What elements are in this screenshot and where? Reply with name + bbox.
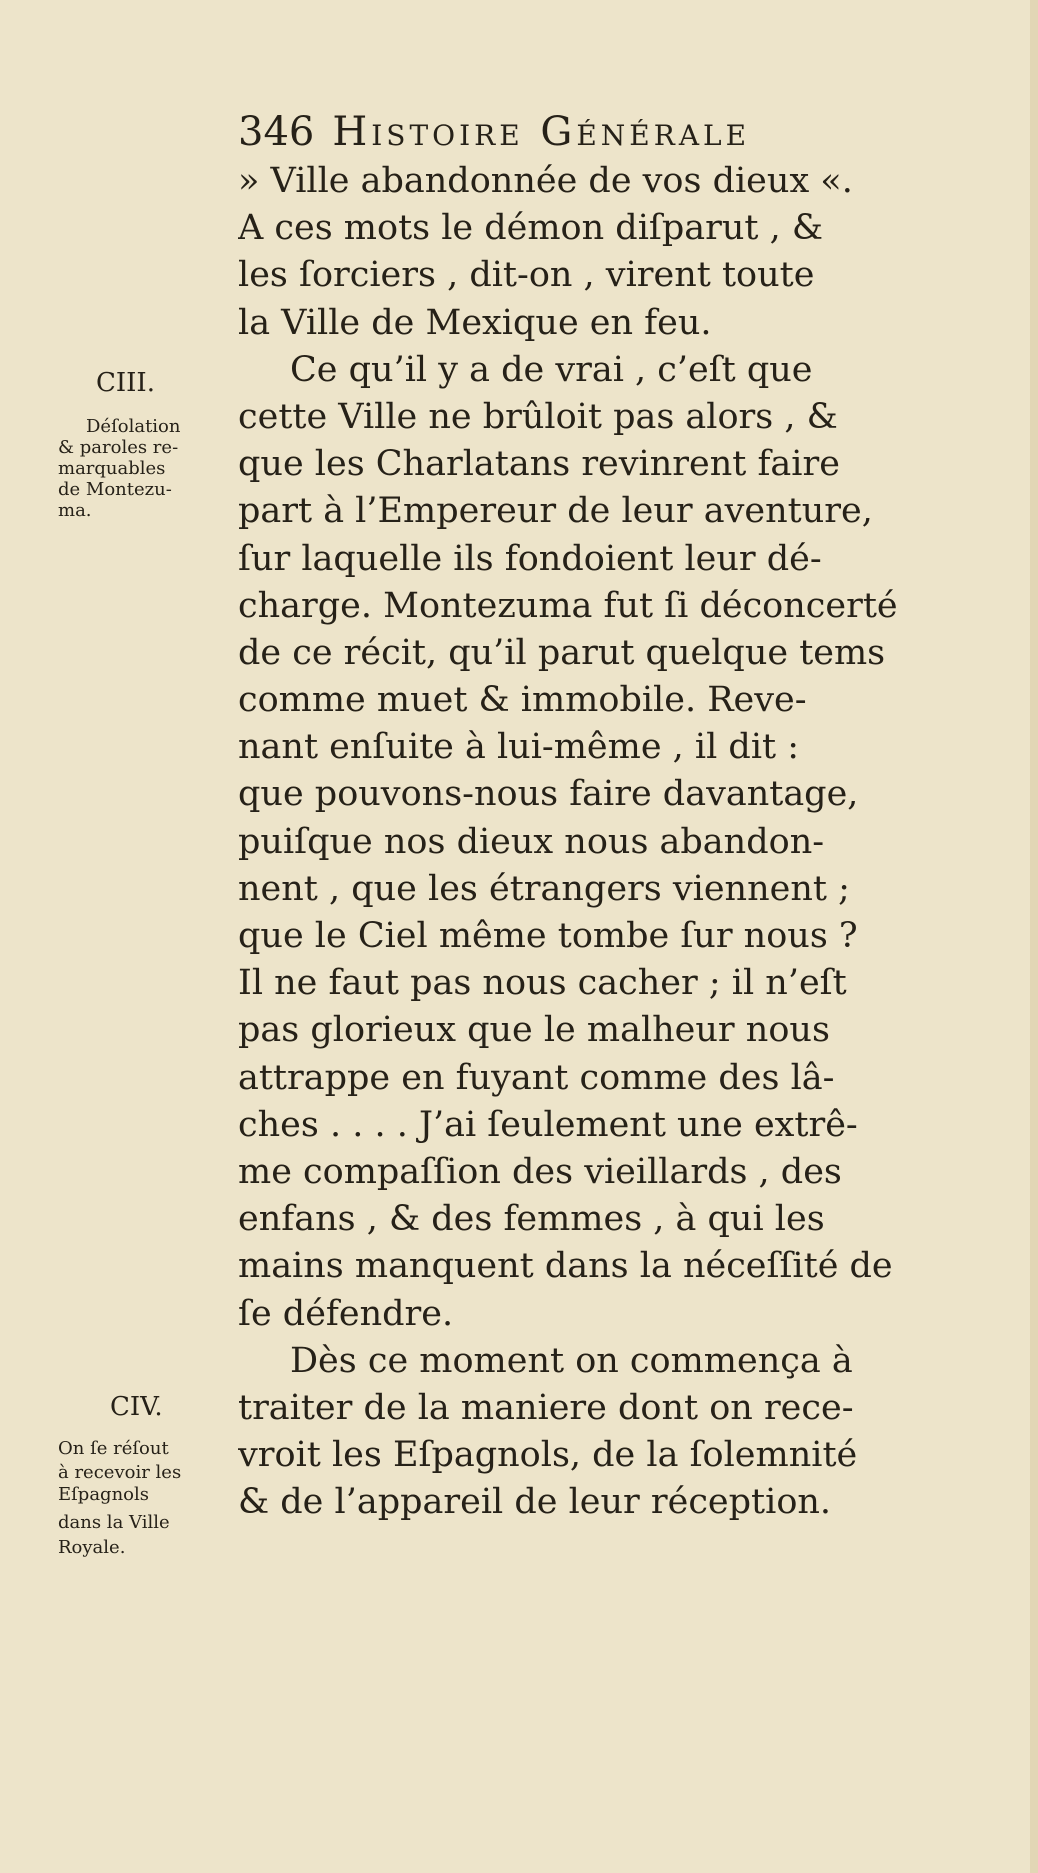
text-line: ches . . . . J’ai ſeulement une extrê- (238, 1104, 858, 1145)
text-line: nent , que les étrangers viennent ; (238, 868, 850, 909)
text-line: part à l’Empereur de leur aventure, (238, 491, 873, 532)
sidenote-line: à recevoir les (58, 1462, 182, 1483)
text-line: ſur laquelle ils fondoient leur dé- (238, 538, 822, 579)
section-number-ciii: CIII. (96, 368, 155, 398)
body-text (238, 158, 938, 1526)
text-line: que pouvons-nous faire davantage, (238, 774, 859, 815)
text-line: vroit les Eſpagnols, de la ſolemnité (238, 1435, 858, 1476)
sidenote-line: dans la Ville (58, 1512, 170, 1533)
text-line: » Ville abandonnée de vos dieux «. (238, 161, 853, 201)
text-line: comme muet & immobile. Reve- (238, 680, 807, 721)
sidenote-line: marquables (58, 458, 166, 479)
text-line: Ce qu’il y a de vrai , c’eſt que (290, 349, 813, 390)
text-line: traiter de la maniere dont on rece- (238, 1387, 854, 1428)
text-line: & de l’appareil de leur réception. (238, 1482, 832, 1523)
running-title: Histoire Générale (332, 109, 751, 155)
sidenote-line: de Montezu- (58, 479, 172, 500)
text-line: Dès ce moment on commença à (290, 1340, 853, 1381)
text-line: attrappe en fuyant comme des lâ- (238, 1057, 835, 1098)
sidenote-line: Eſpagnols (58, 1484, 150, 1505)
sidenote-line: & paroles re- (58, 437, 179, 458)
text-line: pas glorieux que le malheur nous (238, 1010, 830, 1051)
text-line: cette Ville ne brûloit pas alors , & (238, 396, 838, 437)
text-line: puiſque nos dieux nous abandon- (238, 821, 825, 862)
page-number: 346 (238, 109, 315, 155)
section-number-civ: CIV. (110, 1392, 163, 1422)
text-line: Il ne faut pas nous cacher ; il n’eſt (238, 963, 847, 1004)
text-line: de ce récit, qu’il parut quelque tems (238, 632, 886, 673)
sidenote-line: On ſe réſout (58, 1438, 169, 1459)
text-line: charge. Montezuma fut ſi déconcerté (238, 585, 898, 626)
text-line: enfans , & des femmes , à qui les (238, 1199, 825, 1240)
text-line: mains manquent dans la néceſſité de (238, 1246, 893, 1287)
sidenote-line: Royale. (58, 1537, 126, 1558)
sidenote-line: Déſolation (86, 416, 181, 437)
text-line: nant enſuite à lui-même , il dit : (238, 727, 800, 768)
running-header (238, 106, 938, 158)
page-edge (1030, 0, 1038, 1873)
text-line: ſe défendre. (238, 1293, 454, 1334)
text-line: la Ville de Mexique en feu. (238, 302, 712, 343)
text-line: me compaſſion des vieillards , des (238, 1151, 842, 1192)
text-line: que les Charlatans revinrent faire (238, 444, 840, 485)
text-line: que le Ciel même tombe ſur nous ? (238, 916, 858, 956)
text-line: A ces mots le démon diſparut , & (238, 208, 823, 249)
sidenote-line: ma. (58, 500, 92, 521)
text-line: les ſorciers , dit-on , virent toute (238, 255, 815, 296)
